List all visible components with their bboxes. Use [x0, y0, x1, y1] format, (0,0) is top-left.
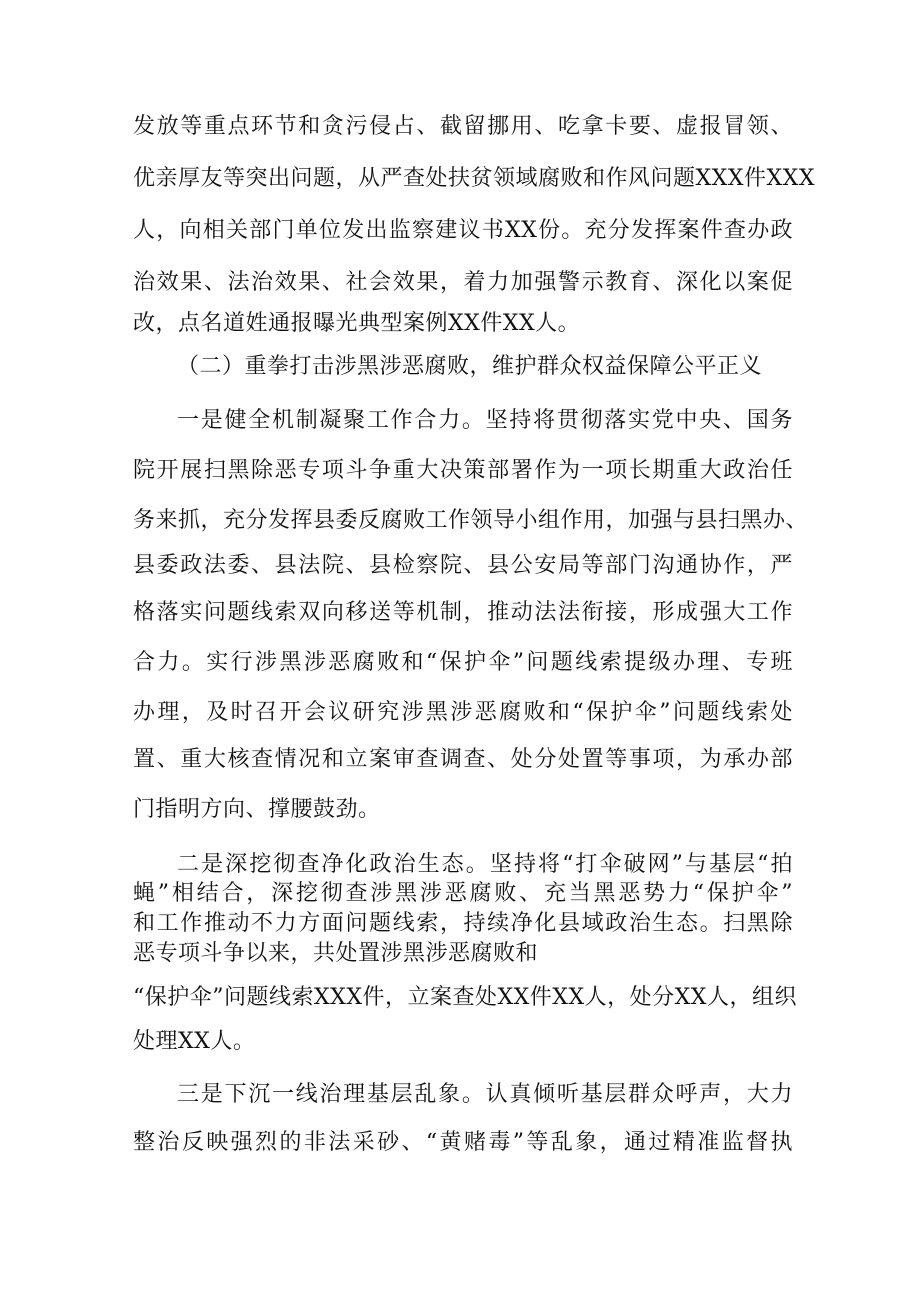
paragraph-line: 蝇”相结合，深挖彻查涉黑涉恶腐败、充当黑恶势力“保护伞” — [133, 881, 793, 906]
paragraph-line: 院开展扫黑除恶专项斗争重大决策部署作为一项长期重大政治任 — [133, 458, 793, 483]
paragraph-line: 恶专项斗争以来，共处置涉黑涉恶腐败和 — [133, 941, 539, 966]
section-heading: （二）重拳打击涉黑涉恶腐败，维护群众权益保障公平正义 — [177, 354, 763, 379]
paragraph-line: 一是健全机制凝聚工作合力。坚持将贯彻落实党中央、国务 — [177, 408, 793, 433]
paragraph-line: 办理，及时召开会议研究涉黑涉恶腐败和“保护伞”问题线索处 — [133, 700, 793, 725]
paragraph-line: 处理XX人。 — [133, 1029, 256, 1054]
paragraph-line: “保护伞”问题线索XXX件，立案查处XX件XX人，处分XX人，组织 — [133, 985, 797, 1010]
paragraph-line: 格落实问题线索双向移送等机制，推动法法衔接，形成强大工作 — [133, 600, 793, 625]
paragraph-line: 务来抓，充分发挥县委反腐败工作领导小组作用，加强与县扫黑办、 — [133, 508, 809, 533]
paragraph-line: 二是深挖彻查净化政治生态。坚持将“打伞破网”与基层“拍 — [177, 852, 793, 877]
paragraph-line: 发放等重点环节和贪污侵占、截留挪用、吃拿卡要、虚报冒领、 — [133, 114, 793, 139]
paragraph-line: 门指明方向、撑腰鼓劲。 — [133, 797, 381, 822]
paragraph-line: 县委政法委、县法院、县检察院、县公安局等部门沟通协作，严 — [133, 553, 793, 578]
paragraph-line: 三是下沉一线治理基层乱象。认真倾听基层群众呼声，大力 — [177, 1082, 793, 1107]
paragraph-line: 整治反映强烈的非法采砂、“黄赌毒”等乱象，通过精准监督执 — [133, 1130, 793, 1155]
paragraph-line: 改，点名道姓通报曝光典型案例XX件XX人。 — [133, 311, 581, 336]
paragraph-line: 人，向相关部门单位发出监察建议书XX份。充分发挥案件查办政 — [133, 218, 793, 243]
paragraph-line: 优亲厚友等突出问题，从严查处扶贫领域腐败和作风问题XXX件XXX — [133, 166, 815, 191]
paragraph-line: 合力。实行涉黑涉恶腐败和“保护伞”问题线索提级办理、专班 — [133, 650, 793, 675]
paragraph-line: 置、重大核查情况和立案审查调查、处分处置等事项，为承办部 — [133, 747, 793, 772]
paragraph-line: 治效果、法治效果、社会效果，着力加强警示教育、深化以案促 — [133, 270, 793, 295]
paragraph-line: 和工作推动不力方面问题线索，持续净化县域政治生态。扫黑除 — [133, 911, 793, 936]
